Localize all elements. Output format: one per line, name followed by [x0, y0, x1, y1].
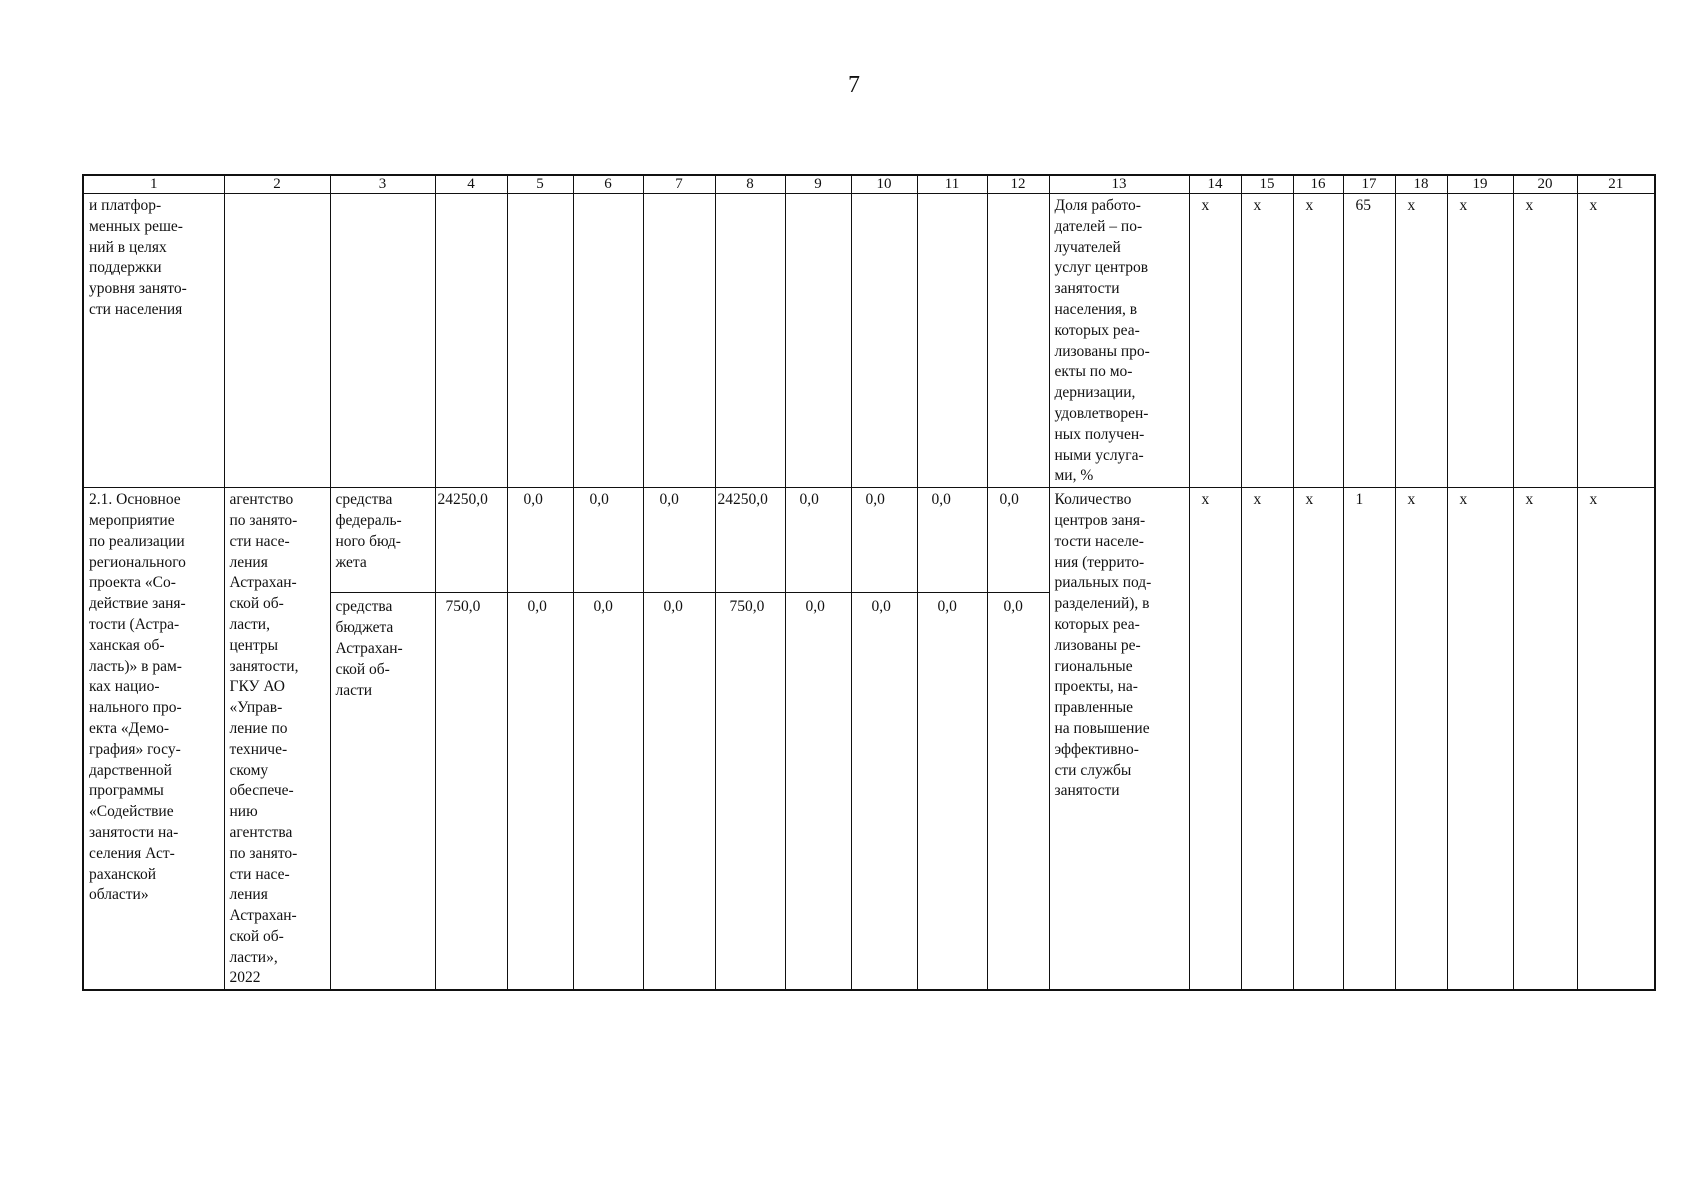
- column-header: 18: [1395, 175, 1447, 194]
- empty-cell: [573, 194, 643, 488]
- column-header: 9: [785, 175, 851, 194]
- column-header: 8: [715, 175, 785, 194]
- empty-cell: [643, 194, 715, 488]
- empty-cell: [507, 194, 573, 488]
- amount-cell: 24250,0: [715, 488, 785, 593]
- amount-cell: 0,0: [851, 593, 917, 990]
- amount-cell: 0,0: [917, 593, 987, 990]
- empty-cell: [917, 194, 987, 488]
- column-header: 3: [330, 175, 435, 194]
- table-row: [83, 488, 1655, 593]
- column-header: 21: [1577, 175, 1655, 194]
- indicator-value: х: [1395, 194, 1447, 488]
- measure-name-cell: [83, 488, 224, 991]
- column-header: 11: [917, 175, 987, 194]
- empty-cell: [785, 194, 851, 488]
- amount-cell: 0,0: [643, 593, 715, 990]
- amount-cell: 0,0: [573, 488, 643, 593]
- empty-cell: [715, 194, 785, 488]
- indicator-value: х: [1447, 488, 1513, 991]
- indicator-value: х: [1241, 488, 1293, 991]
- indicator-value: х: [1241, 194, 1293, 488]
- amount-cell: 0,0: [507, 488, 573, 593]
- amount-cell: 0,0: [785, 593, 851, 990]
- indicator-value: х: [1189, 194, 1241, 488]
- column-header: 14: [1189, 175, 1241, 194]
- column-header: 17: [1343, 175, 1395, 194]
- funding-source: средства бюджета Астрахан- ской об- ласти: [335, 598, 403, 699]
- funding-source: средства федераль- ного бюд- жета: [335, 491, 402, 571]
- amount-cell: 0,0: [507, 593, 573, 990]
- column-header: 7: [643, 175, 715, 194]
- indicator-value: х: [1189, 488, 1241, 991]
- header-row: [83, 175, 1655, 194]
- indicator-value: х: [1447, 194, 1513, 488]
- column-header: 2: [224, 175, 330, 194]
- column-header: 13: [1049, 175, 1189, 194]
- amount-cell: 0,0: [917, 488, 987, 593]
- column-header: 16: [1293, 175, 1343, 194]
- measure-name-cell: [83, 194, 224, 488]
- column-header: 4: [435, 175, 507, 194]
- amount-cell: 750,0: [435, 593, 507, 990]
- amount-cell: 0,0: [785, 488, 851, 593]
- column-header: 6: [573, 175, 643, 194]
- indicator-cell: [1049, 194, 1189, 488]
- executor-cell: [224, 488, 330, 991]
- indicator-value: х: [1293, 194, 1343, 488]
- executor-name: агентство по занято- сти насе- ления Астрахан- ской об- ласти, центры занятости, ГКУ АО «Управ- ление по техниче- скому обеспече- нию агентства по занято- сти насе- ления Астрахан- ской об- ласти», 2022: [229, 491, 299, 987]
- page-number: 7: [848, 72, 860, 98]
- budget-table: [82, 174, 1656, 991]
- amount-cell: 0,0: [851, 488, 917, 593]
- indicator-value: 1: [1343, 488, 1395, 991]
- amount-cell: 24250,0: [435, 488, 507, 593]
- measure-name: 2.1. Основное мероприятие по реализации регионального проекта «Со- действие заня- тости (Астра- ханская об- ласть)» в рам- ках нацио- нального про- екта «Демо- графия» госу- дарственной программы «Содействие занятости на- селения Аст- раханской области»: [89, 491, 186, 904]
- indicator-value: х: [1395, 488, 1447, 991]
- empty-cell: [851, 194, 917, 488]
- column-header: 1: [83, 175, 224, 194]
- table-row: [83, 194, 1655, 488]
- amount-cell: 750,0: [715, 593, 785, 990]
- column-header: 10: [851, 175, 917, 194]
- empty-cell: [224, 194, 330, 488]
- amount-cell: 0,0: [643, 488, 715, 593]
- indicator-value: х: [1513, 488, 1577, 991]
- indicator-value: х: [1293, 488, 1343, 991]
- column-header: 5: [507, 175, 573, 194]
- amount-cell: 0,0: [987, 593, 1049, 990]
- indicator-value: 65: [1343, 194, 1395, 488]
- column-header: 19: [1447, 175, 1513, 194]
- empty-cell: [987, 194, 1049, 488]
- empty-cell: [330, 194, 435, 488]
- funding-source-cell: [330, 488, 435, 593]
- column-header: 15: [1241, 175, 1293, 194]
- measure-name: и платфор- менных реше- ний в целях поддержки уровня занято- сти населения: [89, 197, 187, 318]
- indicator-value: х: [1577, 194, 1655, 488]
- indicator-name: Количество центров заня- тости населе- ния (террито- риальных под- разделений), в которых реа- лизованы ре- гиональные проекты, на- правленные на повышение эффективно- сти службы занятости: [1054, 491, 1152, 800]
- amount-cell: 0,0: [573, 593, 643, 990]
- funding-source-cell: [330, 593, 435, 990]
- indicator-value: х: [1577, 488, 1655, 991]
- indicator-name: Доля работо- дателей – по- лучателей услуг центров занятости населения, в которых реа- лизованы про- екты по мо- дернизации, удовлетворен- ных получен- ными услуга- ми, %: [1054, 197, 1150, 485]
- amount-cell: 0,0: [987, 488, 1049, 593]
- indicator-value: х: [1513, 194, 1577, 488]
- column-header: 12: [987, 175, 1049, 194]
- empty-cell: [435, 194, 507, 488]
- indicator-cell: [1049, 488, 1189, 991]
- column-header: 20: [1513, 175, 1577, 194]
